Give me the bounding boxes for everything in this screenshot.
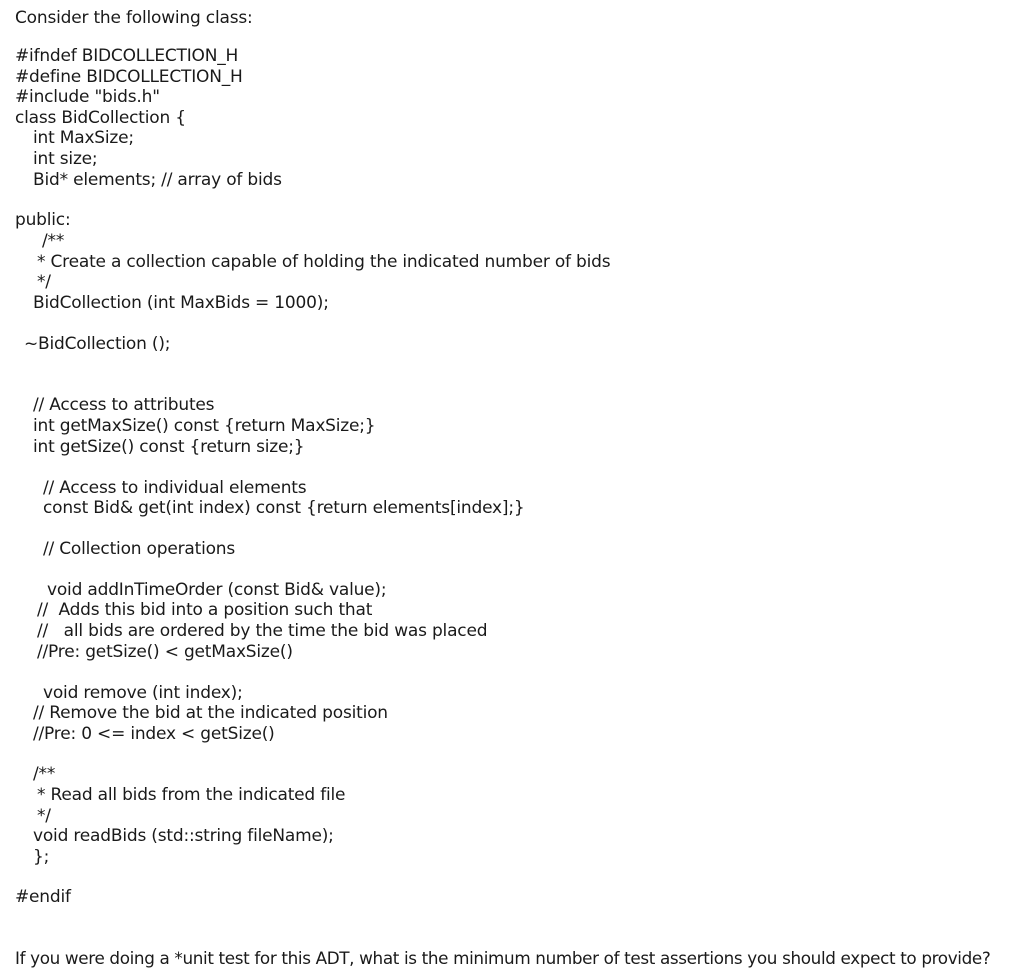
- code-line: /**: [42, 231, 65, 251]
- code-line: */: [37, 272, 51, 292]
- code-line: * Create a collection capable of holding the indicated number of bids: [37, 252, 611, 272]
- code-line: // all bids are ordered by the time the bid was placed: [37, 621, 488, 641]
- code-line: const Bid& get(int index) const {return elements[index];}: [43, 498, 525, 518]
- code-line: Bid* elements; // array of bids: [33, 170, 282, 190]
- intro-text: Consider the following class:: [15, 8, 253, 28]
- code-line: int getSize() const {return size;}: [33, 437, 305, 457]
- code-line: void readBids (std::string fileName);: [33, 826, 334, 846]
- code-line: #endif: [15, 887, 71, 907]
- code-line: //Pre: getSize() < getMaxSize(): [37, 642, 293, 662]
- code-line: void addInTimeOrder (const Bid& value);: [47, 580, 387, 600]
- code-line: public:: [15, 210, 71, 230]
- code-line: */: [37, 806, 51, 826]
- code-line: void remove (int index);: [43, 683, 243, 703]
- code-line: // Access to individual elements: [43, 478, 307, 498]
- code-line: int MaxSize;: [33, 128, 134, 148]
- code-line: // Remove the bid at the indicated position: [33, 703, 388, 723]
- code-line: // Access to attributes: [33, 395, 215, 415]
- code-line: int getMaxSize() const {return MaxSize;}: [33, 416, 376, 436]
- question-text: If you were doing a *unit test for this ADT, what is the minimum number of test assertions you should expect to provide?: [15, 948, 991, 968]
- code-line: //Pre: 0 <= index < getSize(): [33, 724, 275, 744]
- code-line: int size;: [33, 149, 98, 169]
- code-line: // Collection operations: [43, 539, 236, 559]
- code-line: BidCollection (int MaxBids = 1000);: [33, 293, 329, 313]
- code-line: #include "bids.h": [15, 87, 160, 107]
- code-line: /**: [33, 764, 56, 784]
- code-line: class BidCollection {: [15, 108, 186, 128]
- code-line: * Read all bids from the indicated file: [37, 785, 346, 805]
- code-line: ~BidCollection ();: [24, 334, 171, 354]
- code-line: // Adds this bid into a position such that: [37, 600, 373, 620]
- code-line: #define BIDCOLLECTION_H: [15, 67, 243, 87]
- code-line: };: [33, 847, 50, 867]
- code-line: #ifndef BIDCOLLECTION_H: [15, 46, 239, 66]
